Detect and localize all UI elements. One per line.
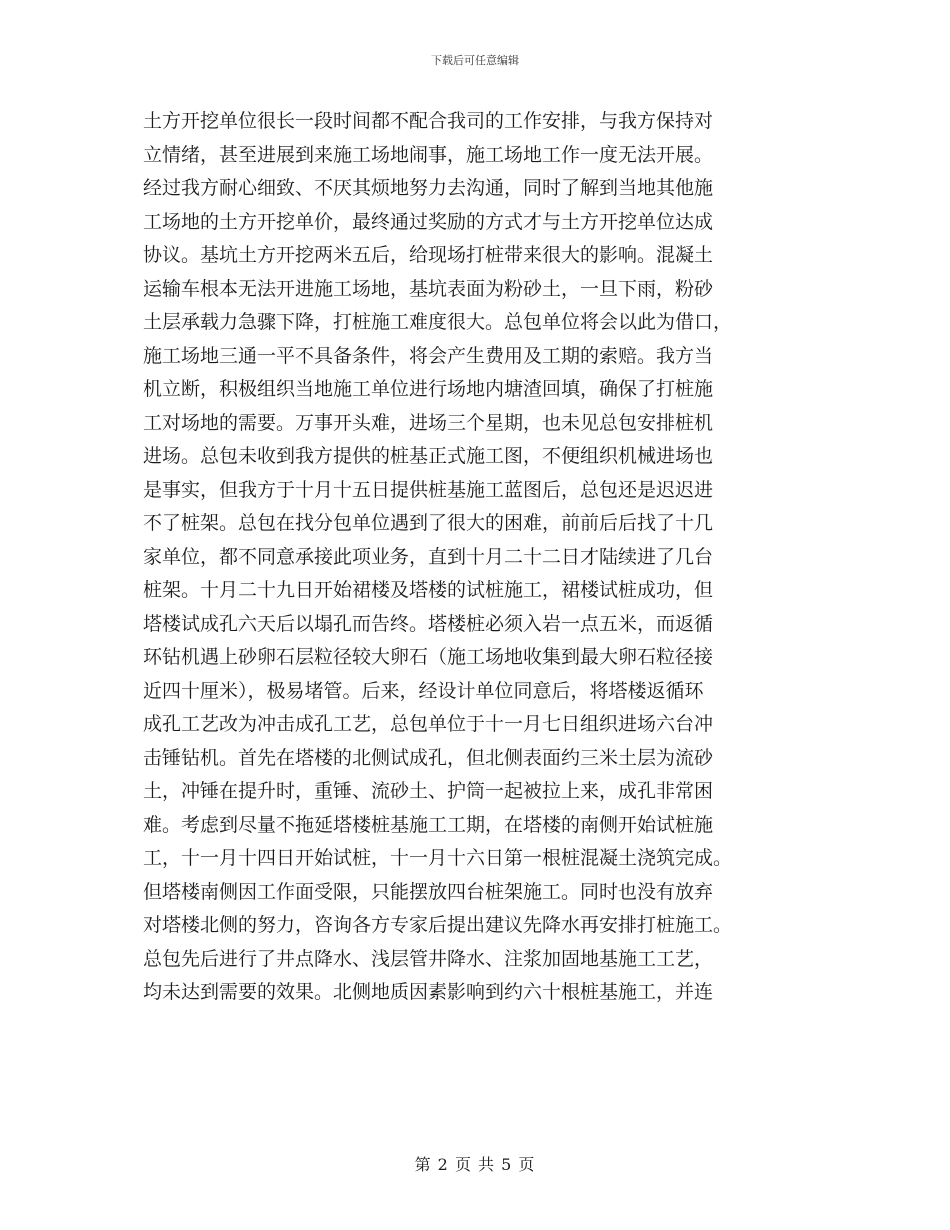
text-line: 塔楼试成孔六天后以塌孔而告终。塔楼桩必须入岩一点五米，而返循 bbox=[143, 612, 714, 635]
text-line: 工场地的土方开挖单价，最终通过奖励的方式才与土方开挖单位达成 bbox=[143, 210, 714, 233]
text-line: 是事实，但我方于十月十五日提供桩基施工蓝图后，总包还是迟迟进 bbox=[143, 478, 714, 501]
page-number: 第 2 页 共 5 页 bbox=[414, 1155, 536, 1174]
text-line: 经过我方耐心细致、不厌其烦地努力去沟通，同时了解到当地其他施 bbox=[143, 177, 714, 199]
text-line: 土，冲锤在提升时，重锤、流砂土、护筒一起被拉上来，成孔非常困 bbox=[143, 780, 714, 802]
text-line: 工对场地的需要。万事开头难，进场三个星期，也未见总包安排桩机 bbox=[143, 411, 714, 434]
text-line: 进场。总包未收到我方提供的桩基正式施工图，不便组织机械进场也 bbox=[143, 445, 714, 467]
text-line: 近四十厘米），极易堵管。后来，经设计单位同意后，将塔楼返循环 bbox=[143, 679, 704, 702]
text-line: 运输车根本无法开进施工场地，基坑表面为粉砂土，一旦下雨，粉砂 bbox=[143, 277, 714, 300]
text-line: 机立断，积极组织当地施工单位进行场地内塘渣回填，确保了打桩施 bbox=[143, 378, 714, 400]
text-line: 击锤钻机。首先在塔楼的北侧试成孔，但北侧表面约三米土层为流砂 bbox=[143, 746, 714, 769]
text-line: 桩架。十月二十九日开始裙楼及塔楼的试桩施工，裙楼试桩成功，但 bbox=[143, 579, 714, 601]
text-line: 土方开挖单位很长一段时间都不配合我司的工作安排，与我方保持对 bbox=[143, 110, 714, 132]
text-line: 不了桩架。总包在找分包单位遇到了很大的困难，前前后后找了十几 bbox=[143, 512, 714, 534]
text-line: 总包先后进行了井点降水、浅层管井降水、注浆加固地基施工工艺， bbox=[143, 947, 714, 970]
text-line: 均未达到需要的效果。北侧地质因素影响到约六十根桩基施工，并连 bbox=[143, 981, 714, 1003]
text-line: 家单位，都不同意承接此项业务，直到十月二十二日才陆续进了几台 bbox=[143, 545, 714, 568]
text-line: 对塔楼北侧的努力，咨询各方专家后提出建议先降水再安排打桩施工。 bbox=[143, 914, 733, 936]
text-line: 立情绪，甚至进展到来施工场地闹事，施工场地工作一度无法开展。 bbox=[143, 143, 714, 166]
document-body bbox=[143, 105, 843, 1010]
text-line: 但塔楼南侧因工作面受限，只能摆放四台桩架施工。同时也没有放弃 bbox=[143, 880, 714, 903]
page-header-note: 下载后可任意编辑 bbox=[431, 54, 519, 67]
text-line: 土层承载力急骤下降，打桩施工难度很大。总包单位将会以此为借口， bbox=[143, 311, 733, 333]
text-line: 难。考虑到尽量不拖延塔楼桩基施工工期，在塔楼的南侧开始试桩施 bbox=[143, 813, 714, 836]
text-line: 工，十一月十四日开始试桩，十一月十六日第一根桩混凝土浇筑完成。 bbox=[143, 847, 733, 869]
text-line: 施工场地三通一平不具备条件，将会产生费用及工期的索赔。我方当 bbox=[143, 344, 714, 367]
text-line: 协议。基坑土方开挖两米五后，给现场打桩带来很大的影响。混凝土 bbox=[143, 244, 714, 266]
text-line: 成孔工艺改为冲击成孔工艺，总包单位于十一月七日组织进场六台冲 bbox=[143, 713, 714, 735]
text-line: 环钻机遇上砂卵石层粒径较大卵石（施工场地收集到最大卵石粒径接 bbox=[143, 646, 714, 668]
